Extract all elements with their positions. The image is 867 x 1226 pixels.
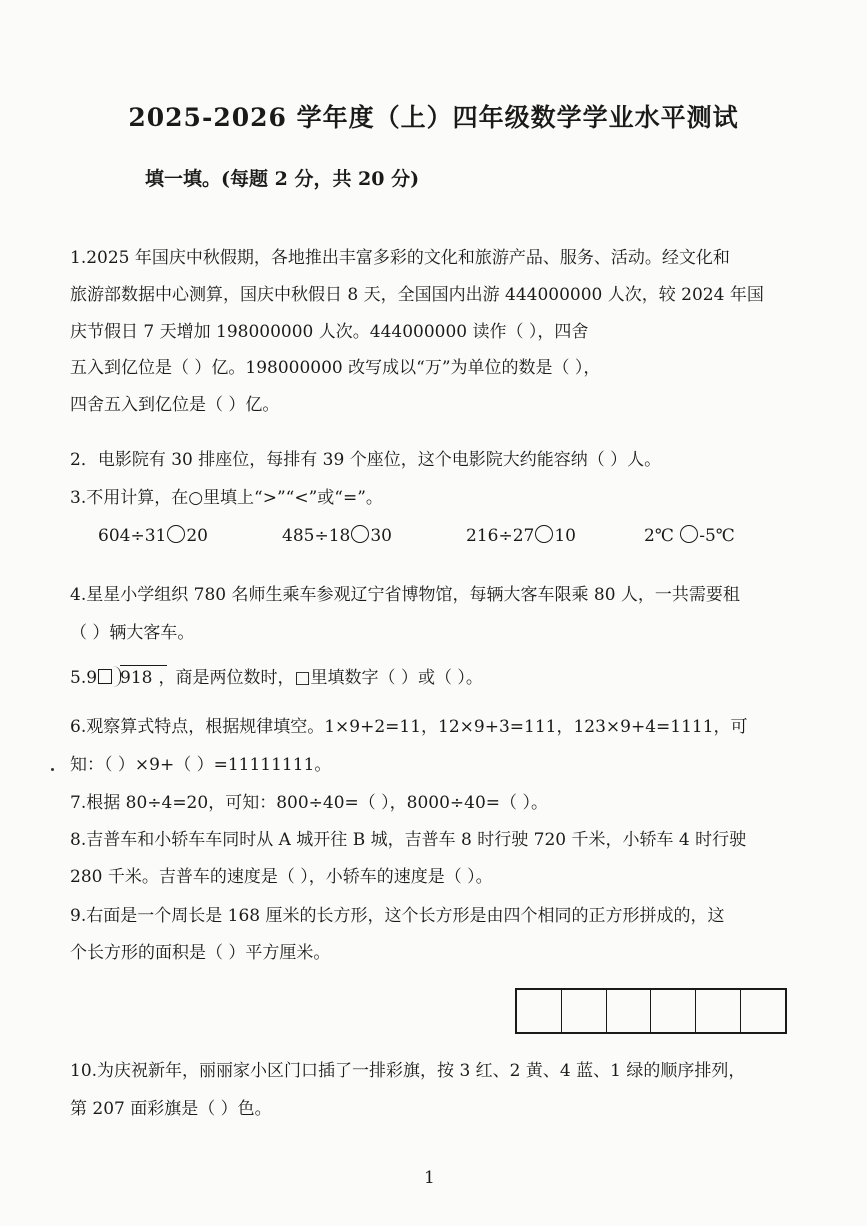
answer-circle[interactable] (535, 525, 553, 543)
section-heading: 填一填。(每题 2 分，共 20 分) (145, 168, 420, 190)
comparison-right: 30 (370, 526, 392, 546)
q5-suffix: ，商是两位数时，□里填数字（ ）或（ ）。 (158, 668, 483, 688)
q2: 2．电影院有 30 排座位，每排有 39 个座位，这个电影院大约能容纳（ ）人。 (70, 450, 662, 470)
q4-line2: （ ）辆大客车。 (70, 623, 195, 643)
comparison-left: 485÷18 (282, 526, 351, 546)
comparison-right: 20 (186, 526, 208, 546)
square-cell (696, 990, 741, 1032)
q7: 7.根据 80÷4=20，可知：800÷40=（ ），8000÷40=（ ）。 (70, 793, 548, 813)
rectangle-figure (515, 988, 787, 1034)
q1-line4: 五入到亿位是（ ）亿。198000000 改写成以“万”为单位的数是（ ）， (70, 358, 601, 378)
q1-line5: 四舍五入到亿位是（ ）亿。 (70, 395, 280, 415)
q5 (70, 663, 483, 688)
q1-line1: 1.2025 年国庆中秋假期，各地推出丰富多彩的文化和旅游产品、服务、活动。经文化和 (70, 248, 730, 268)
square-cell (607, 990, 652, 1032)
dividend: 918 (120, 668, 153, 688)
q1-line3: 庆节假日 7 天增加 198000000 人次。444000000 读作（ ），四舍 (70, 322, 589, 342)
answer-circle[interactable] (351, 525, 369, 543)
q3-instruction: 3.不用计算，在○里填上“>”“<”或“=”。 (70, 488, 383, 508)
page-number: 1 (424, 1168, 435, 1188)
comparison-left: 2℃ (644, 526, 680, 546)
square-cell (741, 990, 785, 1032)
q1-line2: 旅游部数据中心测算，国庆中秋假日 8 天，全国国内出游 444000000 人次，较 2024 年国 (70, 285, 764, 305)
square-cell (562, 990, 607, 1032)
answer-circle[interactable] (167, 525, 185, 543)
q9-line2: 个长方形的面积是（ ）平方厘米。 (70, 943, 331, 963)
comparison-right: -5℃ (699, 526, 735, 546)
square-cell (651, 990, 696, 1032)
square-cell (517, 990, 562, 1032)
q6-line1: 6.观察算式特点，根据规律填空。1×9+2=11，12×9+3=111，123×9+4=1111，可 (70, 717, 748, 737)
comparison-right: 10 (554, 526, 576, 546)
q10-line2: 第 207 面彩旗是（ ）色。 (70, 1099, 272, 1119)
q5-prefix: 5.9 (70, 668, 98, 688)
q4-line1: 4.星星小学组织 780 名师生乘车参观辽宁省博物馆，每辆大客车限乘 80 人，一共需要租 (70, 585, 740, 605)
q8-line1: 8.吉普车和小轿车车同时从 A 城开往 B 城，吉普车 8 时行驶 720 千米，小轿车 4 时行驶 (70, 830, 747, 850)
stray-mark (51, 768, 54, 771)
q8-line2: 280 千米。吉普车的速度是（ ），小轿车的速度是（ ）。 (70, 867, 493, 887)
comparison-item (466, 525, 576, 546)
comparison-left: 216÷27 (466, 526, 535, 546)
comparison-item (644, 525, 735, 546)
q9-line1: 9.右面是一个周长是 168 厘米的长方形，这个长方形是由四个相同的正方形拼成的，这 (70, 906, 725, 926)
answer-circle[interactable] (680, 525, 698, 543)
exam-title: 2025-2026 学年度（上）四年级数学学业水平测试 (128, 103, 739, 132)
comparison-item (282, 525, 392, 546)
q6-line2: 知：（ ）×9+（ ）=11111111。 (70, 755, 332, 775)
comparison-left: 604÷31 (98, 526, 167, 546)
digit-box[interactable] (98, 669, 112, 684)
q10-line1: 10.为庆祝新年，丽丽家小区门口插了一排彩旗，按 3 红、2 黄、4 蓝、1 绿的顺序排列， (70, 1061, 746, 1081)
comparison-item (98, 525, 208, 546)
long-division-sign (113, 668, 158, 688)
